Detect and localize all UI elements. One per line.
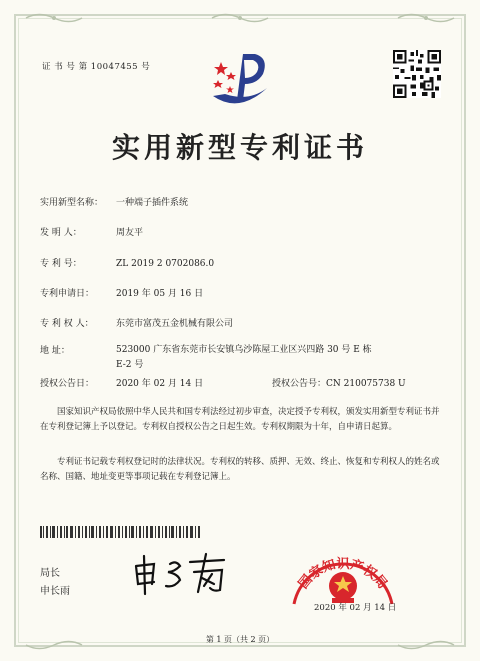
field-label: 专 利 号： bbox=[40, 259, 82, 269]
signatory-role: 局长 bbox=[40, 568, 60, 579]
field-value: CN 210075738 U bbox=[326, 379, 406, 389]
field-label: 授权公告日： bbox=[40, 379, 95, 389]
field-label: 地 址： bbox=[40, 346, 70, 356]
handwritten-signature-icon bbox=[128, 550, 238, 600]
svg-text:国家知识产权局: 国家知识产权局 bbox=[296, 556, 390, 592]
legal-status-paragraph: 专利证书记载专利权登记时的法律状况。专利权的转移、质押、无效、终止、恢复和专利权人的姓名或名称、国籍、地址变更等事项记载在专利登记簿上。 bbox=[40, 457, 440, 482]
ornament-icon bbox=[24, 10, 84, 24]
field-value: 周友平 bbox=[116, 228, 144, 238]
seal-date: 2020 年 02 月 14 日 bbox=[314, 603, 397, 613]
certificate-title: 实用新型专利证书 bbox=[111, 131, 368, 164]
field-label: 发 明 人： bbox=[40, 228, 82, 238]
field-label: 实用新型名称： bbox=[40, 198, 104, 208]
address-value: 523000 广东省东莞市长安镇乌沙陈屋工业区兴四路 30 号 E 栋 E-2 号 bbox=[116, 345, 372, 370]
grant-number-row bbox=[272, 376, 406, 389]
ornament-icon bbox=[396, 10, 456, 24]
field-label: 专利申请日： bbox=[40, 289, 95, 299]
patentee-row bbox=[40, 316, 233, 329]
application-date-row bbox=[40, 286, 203, 299]
field-value: 2020 年 02 月 14 日 bbox=[116, 379, 204, 389]
field-value: ZL 2019 2 0702086.0 bbox=[116, 259, 215, 269]
field-value: 一种端子插件系统 bbox=[116, 198, 189, 208]
qr-code-icon bbox=[393, 50, 441, 98]
inventor-row bbox=[40, 225, 143, 238]
field-value: 东莞市富茂五金机械有限公司 bbox=[116, 319, 234, 329]
field-label: 授权公告号： bbox=[272, 379, 327, 389]
field-label: 专 利 权 人： bbox=[40, 319, 94, 329]
cnipa-logo-icon bbox=[203, 44, 275, 116]
certificate-number: 证 书 号 第 10047455 号 bbox=[42, 62, 151, 72]
official-seal-icon bbox=[288, 518, 398, 608]
address-row bbox=[40, 343, 116, 356]
signatory-name: 申长雨 bbox=[40, 586, 70, 597]
barcode-icon bbox=[40, 523, 200, 535]
grant-date-row bbox=[40, 376, 203, 389]
grant-statement-paragraph: 国家知识产权局依照中华人民共和国专利法经过初步审查，决定授予专利权，颁发实用新型专利证书并在专利登记簿上予以登记。专利权自授权公告之日起生效。专利权期限为十年，自申请日起算。 bbox=[40, 407, 440, 432]
field-value: 2019 年 05 月 16 日 bbox=[116, 289, 204, 299]
ornament-icon bbox=[210, 10, 270, 24]
page-indicator: 第 1 页（共 2 页） bbox=[205, 635, 275, 644]
patent-number-row bbox=[40, 256, 214, 269]
utility-model-name-row bbox=[40, 195, 188, 208]
